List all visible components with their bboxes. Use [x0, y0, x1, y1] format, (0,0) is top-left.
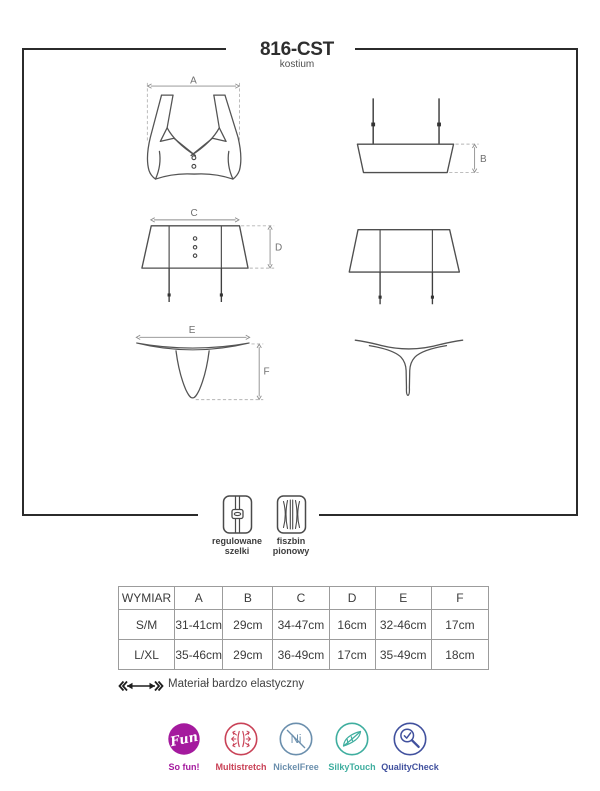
badge-quality-check: QualityCheck	[370, 722, 450, 772]
skirt-front-view	[142, 226, 248, 302]
col-d: D	[329, 587, 375, 610]
dim-label-d: D	[275, 242, 283, 254]
dim-b	[449, 144, 487, 172]
material-note: Materiał bardzo elastyczny	[168, 678, 305, 690]
top-back-view	[357, 98, 453, 172]
fun-badge-icon	[167, 722, 201, 756]
col-c: C	[273, 587, 329, 610]
skirt-back-view	[349, 230, 459, 305]
product-type: kostium	[279, 59, 315, 70]
dim-label-b: B	[480, 153, 487, 165]
feature-label-straps: regulowane szelki	[211, 536, 262, 556]
top-front-view	[147, 95, 240, 179]
table-row-lxl: L/XL 35-46cm 29cm 36-49cm 17cm 35-49cm 18cm	[119, 640, 489, 670]
dim-c	[151, 208, 239, 222]
dim-label-c: C	[190, 207, 198, 219]
badge-so-fun: Fun So fun!	[144, 722, 224, 772]
table-row-sm: S/M 31-41cm 29cm 34-47cm 16cm 32-46cm 17cm	[119, 610, 489, 640]
dim-label-f: F	[263, 366, 270, 378]
size-name: S/M	[119, 610, 175, 640]
badge-multistretch: Multistretch	[201, 722, 281, 772]
svg-text:Ni: Ni	[290, 734, 302, 746]
nickel-free-icon	[279, 722, 313, 756]
dim-label-e: E	[188, 325, 196, 337]
size-name: L/XL	[119, 640, 175, 670]
stretch-arrows-icon	[118, 680, 164, 692]
vertical-boning-icon	[276, 495, 307, 534]
size-table	[118, 586, 489, 670]
feature-label-boning: fiszbin pionowy	[272, 536, 310, 556]
silky-touch-icon	[335, 722, 369, 756]
badge-silky-touch: SilkyTouch	[312, 722, 392, 772]
col-b: B	[223, 587, 273, 610]
svg-text:Fun: Fun	[169, 729, 200, 751]
badge-nickel-free: Ni NickelFree	[256, 722, 336, 772]
garment-diagrams	[0, 48, 600, 516]
dim-e	[136, 325, 249, 339]
col-f: F	[431, 587, 488, 610]
thong-back-view	[355, 340, 462, 395]
dim-f	[196, 344, 270, 400]
col-a: A	[175, 587, 223, 610]
dim-label-a: A	[190, 75, 197, 87]
col-e: E	[375, 587, 431, 610]
size-table-header	[119, 587, 489, 610]
adjustable-straps-icon	[222, 495, 253, 534]
multistretch-icon	[224, 722, 258, 756]
quality-check-icon	[393, 722, 427, 756]
product-code: 816-CST	[260, 39, 334, 60]
thong-front-view	[136, 343, 249, 398]
col-wymiar: WYMIAR	[119, 587, 175, 610]
dim-a	[147, 75, 239, 140]
